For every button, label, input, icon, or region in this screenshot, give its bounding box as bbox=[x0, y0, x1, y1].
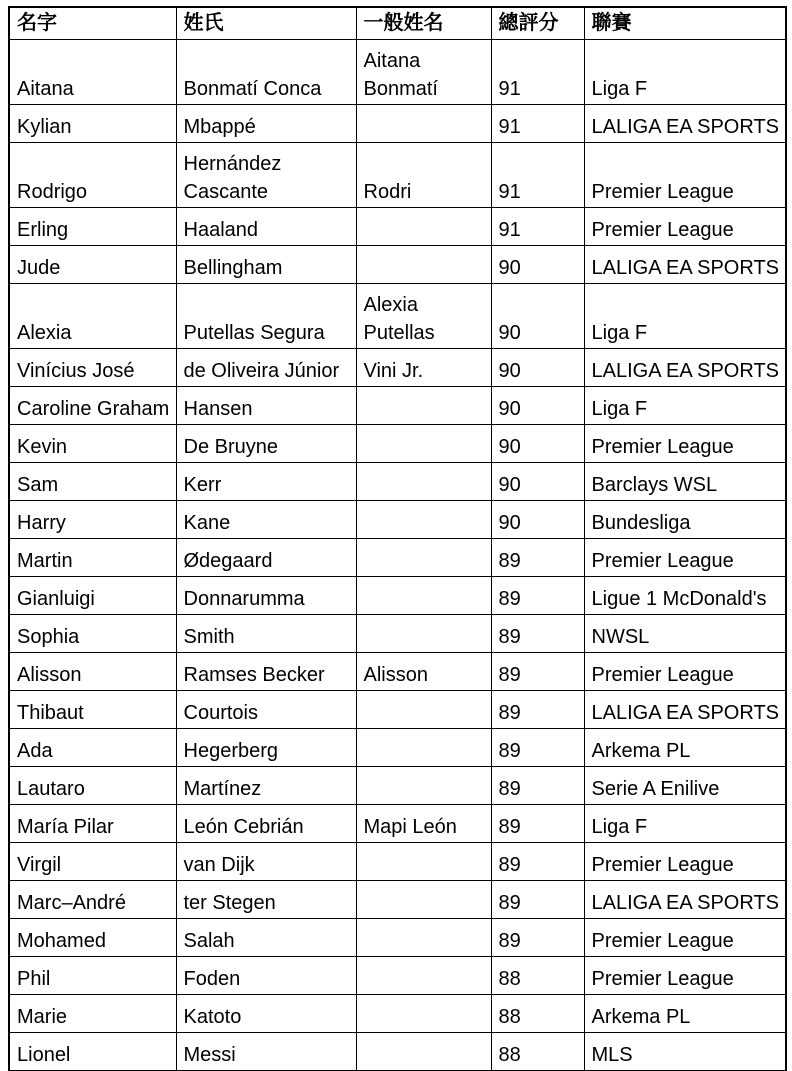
cell-league: Premier League bbox=[584, 208, 786, 246]
cell-league: LALIGA EA SPORTS bbox=[584, 691, 786, 729]
column-header-first-name: 名字 bbox=[9, 7, 176, 40]
cell-overall-rating: 88 bbox=[491, 957, 584, 995]
cell-last-name: Hegerberg bbox=[176, 729, 356, 767]
cell-common-name bbox=[356, 246, 491, 284]
cell-first-name: Caroline Graham bbox=[9, 387, 176, 425]
cell-league: Premier League bbox=[584, 539, 786, 577]
cell-last-name: Messi bbox=[176, 1033, 356, 1071]
cell-overall-rating: 89 bbox=[491, 615, 584, 653]
cell-overall-rating: 91 bbox=[491, 208, 584, 246]
table-row bbox=[9, 105, 786, 143]
table-row bbox=[9, 387, 786, 425]
cell-common-name bbox=[356, 463, 491, 501]
cell-first-name: Mohamed bbox=[9, 919, 176, 957]
cell-common-name bbox=[356, 387, 491, 425]
cell-last-name: Hansen bbox=[176, 387, 356, 425]
cell-overall-rating: 89 bbox=[491, 729, 584, 767]
cell-first-name: Alisson bbox=[9, 653, 176, 691]
cell-last-name: Mbappé bbox=[176, 105, 356, 143]
cell-overall-rating: 89 bbox=[491, 539, 584, 577]
cell-last-name: León Cebrián bbox=[176, 805, 356, 843]
cell-common-name bbox=[356, 577, 491, 615]
cell-overall-rating: 89 bbox=[491, 653, 584, 691]
cell-common-name bbox=[356, 105, 491, 143]
cell-common-name: Vini Jr. bbox=[356, 349, 491, 387]
cell-overall-rating: 91 bbox=[491, 143, 584, 208]
table-row bbox=[9, 463, 786, 501]
cell-league: Premier League bbox=[584, 843, 786, 881]
cell-common-name bbox=[356, 729, 491, 767]
cell-league: Premier League bbox=[584, 653, 786, 691]
cell-last-name: Bellingham bbox=[176, 246, 356, 284]
cell-first-name: Phil bbox=[9, 957, 176, 995]
cell-common-name bbox=[356, 957, 491, 995]
cell-overall-rating: 89 bbox=[491, 843, 584, 881]
cell-first-name: María Pilar bbox=[9, 805, 176, 843]
cell-last-name: Courtois bbox=[176, 691, 356, 729]
cell-league: Bundesliga bbox=[584, 501, 786, 539]
cell-overall-rating: 90 bbox=[491, 349, 584, 387]
cell-common-name bbox=[356, 767, 491, 805]
cell-first-name: Lionel bbox=[9, 1033, 176, 1071]
table-row bbox=[9, 653, 786, 691]
cell-league: Premier League bbox=[584, 919, 786, 957]
cell-overall-rating: 90 bbox=[491, 425, 584, 463]
cell-common-name: Alexia Putellas bbox=[356, 284, 491, 349]
cell-common-name: Mapi León bbox=[356, 805, 491, 843]
table-row bbox=[9, 1033, 786, 1071]
cell-last-name: Salah bbox=[176, 919, 356, 957]
table-row bbox=[9, 805, 786, 843]
cell-league: Liga F bbox=[584, 387, 786, 425]
cell-first-name: Martin bbox=[9, 539, 176, 577]
cell-first-name: Aitana bbox=[9, 40, 176, 105]
cell-league: Arkema PL bbox=[584, 729, 786, 767]
cell-overall-rating: 89 bbox=[491, 767, 584, 805]
cell-first-name: Jude bbox=[9, 246, 176, 284]
cell-first-name: Vinícius José bbox=[9, 349, 176, 387]
cell-league: LALIGA EA SPORTS bbox=[584, 349, 786, 387]
cell-overall-rating: 90 bbox=[491, 463, 584, 501]
cell-common-name bbox=[356, 995, 491, 1033]
cell-first-name: Ada bbox=[9, 729, 176, 767]
table-row bbox=[9, 425, 786, 463]
table-row bbox=[9, 577, 786, 615]
table-row bbox=[9, 615, 786, 653]
cell-last-name: Martínez bbox=[176, 767, 356, 805]
cell-common-name bbox=[356, 843, 491, 881]
cell-overall-rating: 90 bbox=[491, 284, 584, 349]
table-row bbox=[9, 691, 786, 729]
cell-last-name: Foden bbox=[176, 957, 356, 995]
table-row bbox=[9, 208, 786, 246]
cell-first-name: Thibaut bbox=[9, 691, 176, 729]
table-row bbox=[9, 143, 786, 208]
cell-league: Premier League bbox=[584, 425, 786, 463]
cell-overall-rating: 90 bbox=[491, 501, 584, 539]
cell-first-name: Gianluigi bbox=[9, 577, 176, 615]
cell-first-name: Erling bbox=[9, 208, 176, 246]
column-header-overall-rating: 總評分 bbox=[491, 7, 584, 40]
cell-last-name: van Dijk bbox=[176, 843, 356, 881]
cell-last-name: Ramses Becker bbox=[176, 653, 356, 691]
table-row bbox=[9, 284, 786, 349]
cell-overall-rating: 89 bbox=[491, 691, 584, 729]
cell-league: LALIGA EA SPORTS bbox=[584, 881, 786, 919]
cell-overall-rating: 88 bbox=[491, 1033, 584, 1071]
cell-common-name bbox=[356, 1033, 491, 1071]
cell-league: Premier League bbox=[584, 143, 786, 208]
cell-common-name bbox=[356, 881, 491, 919]
cell-league: Liga F bbox=[584, 284, 786, 349]
cell-last-name: Bonmatí Conca bbox=[176, 40, 356, 105]
table-row bbox=[9, 729, 786, 767]
cell-first-name: Marc–André bbox=[9, 881, 176, 919]
cell-league: Premier League bbox=[584, 957, 786, 995]
cell-league: Serie A Enilive bbox=[584, 767, 786, 805]
cell-overall-rating: 91 bbox=[491, 105, 584, 143]
cell-overall-rating: 88 bbox=[491, 995, 584, 1033]
table-row bbox=[9, 539, 786, 577]
cell-last-name: Donnarumma bbox=[176, 577, 356, 615]
cell-overall-rating: 89 bbox=[491, 577, 584, 615]
cell-first-name: Sophia bbox=[9, 615, 176, 653]
table-row bbox=[9, 919, 786, 957]
cell-overall-rating: 89 bbox=[491, 805, 584, 843]
cell-overall-rating: 90 bbox=[491, 246, 584, 284]
cell-first-name: Lautaro bbox=[9, 767, 176, 805]
cell-first-name: Harry bbox=[9, 501, 176, 539]
table-row bbox=[9, 881, 786, 919]
table-row bbox=[9, 246, 786, 284]
cell-first-name: Alexia bbox=[9, 284, 176, 349]
table-row bbox=[9, 843, 786, 881]
cell-first-name: Marie bbox=[9, 995, 176, 1033]
cell-last-name: Ødegaard bbox=[176, 539, 356, 577]
cell-last-name: ter Stegen bbox=[176, 881, 356, 919]
cell-last-name: Smith bbox=[176, 615, 356, 653]
cell-first-name: Rodrigo bbox=[9, 143, 176, 208]
cell-last-name: Katoto bbox=[176, 995, 356, 1033]
cell-overall-rating: 89 bbox=[491, 919, 584, 957]
players-table bbox=[8, 6, 787, 1071]
cell-last-name: de Oliveira Júnior bbox=[176, 349, 356, 387]
cell-first-name: Kylian bbox=[9, 105, 176, 143]
column-header-last-name: 姓氏 bbox=[176, 7, 356, 40]
cell-overall-rating: 91 bbox=[491, 40, 584, 105]
cell-league: Liga F bbox=[584, 40, 786, 105]
table-row bbox=[9, 40, 786, 105]
cell-last-name: Kane bbox=[176, 501, 356, 539]
cell-last-name: Kerr bbox=[176, 463, 356, 501]
table-row bbox=[9, 767, 786, 805]
table-row bbox=[9, 349, 786, 387]
table-row bbox=[9, 501, 786, 539]
cell-last-name: Hernández Cascante bbox=[176, 143, 356, 208]
cell-overall-rating: 89 bbox=[491, 881, 584, 919]
header-row bbox=[9, 7, 786, 40]
cell-common-name bbox=[356, 539, 491, 577]
cell-last-name: Putellas Segura bbox=[176, 284, 356, 349]
cell-league: LALIGA EA SPORTS bbox=[584, 246, 786, 284]
cell-common-name: Aitana Bonmatí bbox=[356, 40, 491, 105]
cell-common-name: Alisson bbox=[356, 653, 491, 691]
cell-first-name: Virgil bbox=[9, 843, 176, 881]
column-header-league: 聯賽 bbox=[584, 7, 786, 40]
cell-common-name bbox=[356, 425, 491, 463]
cell-league: Liga F bbox=[584, 805, 786, 843]
cell-league: NWSL bbox=[584, 615, 786, 653]
cell-common-name bbox=[356, 691, 491, 729]
cell-league: Arkema PL bbox=[584, 995, 786, 1033]
table-row bbox=[9, 957, 786, 995]
cell-last-name: Haaland bbox=[176, 208, 356, 246]
cell-league: MLS bbox=[584, 1033, 786, 1071]
cell-league: LALIGA EA SPORTS bbox=[584, 105, 786, 143]
cell-league: Ligue 1 McDonald's bbox=[584, 577, 786, 615]
cell-league: Barclays WSL bbox=[584, 463, 786, 501]
cell-common-name: Rodri bbox=[356, 143, 491, 208]
column-header-common-name: 一般姓名 bbox=[356, 7, 491, 40]
cell-first-name: Kevin bbox=[9, 425, 176, 463]
cell-overall-rating: 90 bbox=[491, 387, 584, 425]
cell-common-name bbox=[356, 919, 491, 957]
cell-last-name: De Bruyne bbox=[176, 425, 356, 463]
cell-common-name bbox=[356, 615, 491, 653]
cell-first-name: Sam bbox=[9, 463, 176, 501]
cell-common-name bbox=[356, 208, 491, 246]
cell-common-name bbox=[356, 501, 491, 539]
table-row bbox=[9, 995, 786, 1033]
